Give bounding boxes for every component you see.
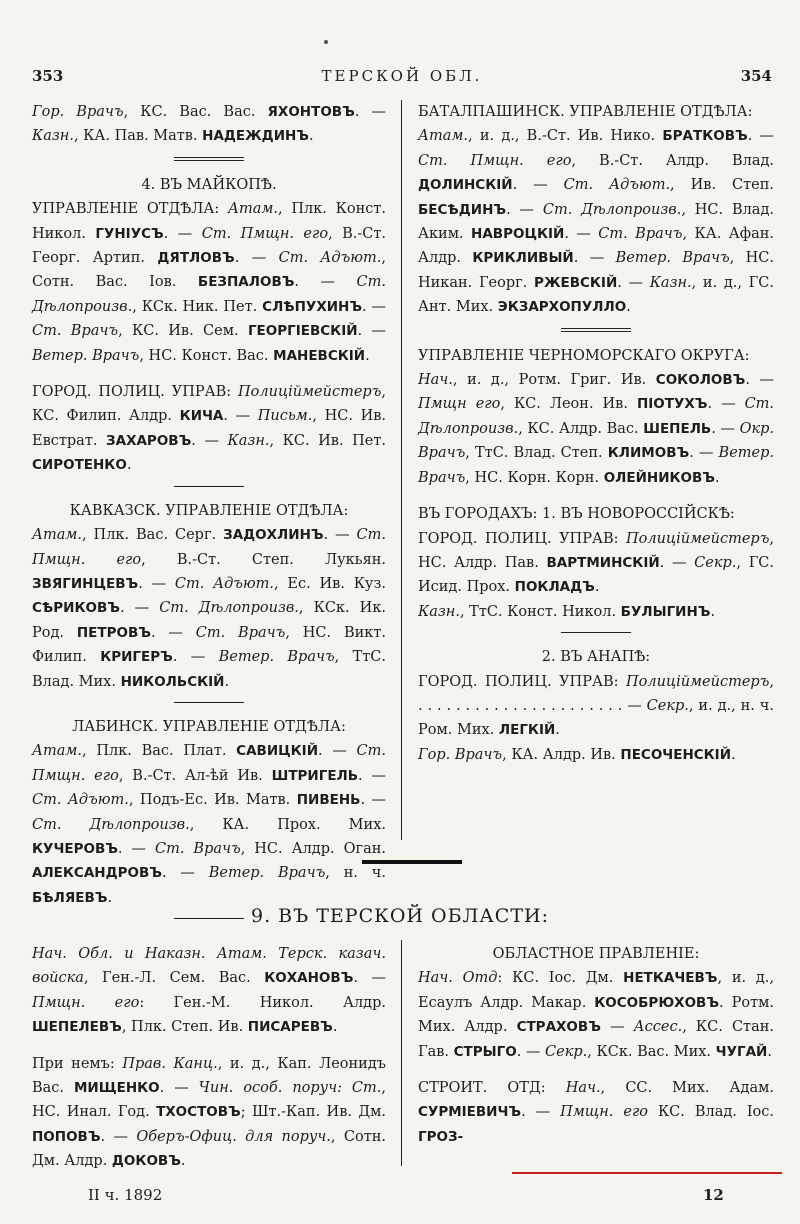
entry-paragraph: [418, 600, 774, 624]
text-run: . —: [357, 323, 386, 340]
title-abbrev: Ветер. Врачъ: [208, 865, 326, 882]
title-abbrev: Ассес.: [633, 1019, 683, 1036]
spacer: [418, 1064, 774, 1076]
title-abbrev: Ст. Дѣлопроизв.: [32, 816, 190, 833]
text-run: , КА. Прох. Мих.: [189, 816, 386, 833]
surname: ЛЕГКІЙ: [498, 722, 556, 739]
text-run: ВЪ ГОРОДАХЪ: 1. ВЪ НОВОРОССІЙСКѢ:: [418, 506, 735, 523]
text-run: . —: [172, 649, 219, 666]
text-run: , В.-Ст. Степ. Лукьян.: [141, 551, 387, 568]
text-run: , НС. Алдр. Пав.: [418, 530, 774, 571]
surname: КРИГЕРЪ: [100, 649, 173, 666]
title-abbrev: Гор. Врачъ: [32, 104, 124, 120]
text-run: , КС. Вас. Вас.: [123, 104, 268, 120]
text-run: , ГС. Исид. Прох.: [418, 554, 774, 596]
text-run: . —: [659, 554, 695, 571]
text-run: . —: [711, 420, 740, 437]
entry-paragraph: [32, 380, 386, 478]
text-run: . —: [234, 250, 279, 267]
surname: СѢРИКОВЪ: [32, 600, 120, 617]
text-run: , Плк. Конст. Никол.: [32, 201, 386, 242]
title-abbrev: Полиціймейстеръ: [626, 673, 770, 690]
title-abbrev: Прав. Канц.: [122, 1055, 218, 1072]
text-run: . —: [521, 1104, 561, 1121]
title-abbrev: Ст. Врачъ: [598, 226, 683, 243]
title-abbrev: Казн.: [32, 128, 74, 145]
text-run: . —: [360, 792, 386, 809]
text-run: .: [308, 128, 314, 145]
title-abbrev: Атам.: [32, 743, 83, 760]
text-run: , НС. Конст. Вас.: [139, 347, 274, 364]
surname: БРАТКОВЪ: [662, 128, 748, 145]
text-run: ГОРОД. ПОЛИЦ. УПРАВ:: [32, 384, 238, 401]
entry-paragraph: [418, 527, 774, 600]
title-abbrev: Ст. Пмщн. его: [418, 152, 572, 169]
subheading: [418, 645, 774, 669]
title-abbrev: Чин. особ. поруч: Ст.: [198, 1080, 382, 1097]
title-abbrev: Секр.: [545, 1043, 588, 1060]
title-abbrev: Нач. Обл. и Наказн. Атам. Терск. казач. войска: [32, 946, 386, 987]
text-run: .: [126, 457, 132, 474]
text-run: , КА. Афан. Алдр.: [418, 226, 774, 267]
surname: ЗАДОХЛИНЪ: [223, 527, 324, 544]
surname: МИЩЕНКО: [73, 1080, 160, 1097]
text-run: КАВКАЗСК. УПРАВЛЕНІЕ ОТДѢЛА:: [69, 502, 349, 519]
title-abbrev: Полиціймейстеръ: [238, 384, 382, 401]
text-run: , КСк. Ник. Пет.: [132, 298, 263, 315]
text-run: , и. д., В.-Ст. Ив. Нико.: [468, 128, 663, 145]
surname: ГРОЗ-: [418, 1128, 464, 1145]
footer-signature: II ч. 1892: [88, 1186, 163, 1204]
entry-paragraph: [32, 197, 386, 368]
entry-paragraph: [418, 1076, 774, 1149]
text-run: . —: [161, 865, 209, 882]
text-run: ; Шт.-Кап. Ив. Дм.: [240, 1104, 386, 1121]
text-run: , В.-Ст. Ал-ѣй Ив.: [118, 767, 272, 784]
text-run: , Плк. Вас. Плат.: [82, 743, 237, 760]
text-run: .: [365, 347, 370, 364]
surname: ЧУГАЙ: [715, 1043, 768, 1060]
text-run: . —: [362, 298, 387, 315]
text-run: . —: [354, 104, 386, 120]
title-abbrev: Письм.: [257, 408, 313, 425]
spacer: [418, 490, 774, 502]
surname: ГУНІУСЪ: [95, 225, 164, 242]
surname: ДОКОВЪ: [111, 1153, 181, 1170]
text-run: .: [767, 1043, 772, 1060]
text-run: , НС. Викт. Филип.: [32, 624, 386, 666]
surname: НАВРОЦКІЙ: [471, 226, 565, 243]
surname: КУЧЕРОВЪ: [32, 840, 118, 857]
text-run: ГОРОД. ПОЛИЦ. УПРАВ:: [418, 530, 626, 547]
text-run: .: [710, 603, 716, 620]
text-run: , КС. Стан. Гав.: [418, 1019, 775, 1060]
title-abbrev: Ст. Врачъ: [32, 323, 119, 340]
entry-paragraph: [418, 344, 774, 368]
text-run: . —: [745, 372, 775, 389]
surname: ЯХОНТОВЪ: [267, 104, 355, 120]
text-run: , НС. Никан. Георг.: [418, 250, 774, 291]
surname: РЖЕВСКІЙ: [534, 274, 618, 291]
text-run: . —: [689, 445, 719, 462]
entry-paragraph: [32, 942, 386, 1040]
short-rule: [561, 328, 631, 332]
title-abbrev: Ветер. Врачъ: [32, 347, 140, 364]
entry-paragraph: [418, 124, 774, 319]
title-abbrev: Полиціймейстеръ: [626, 530, 770, 547]
title-abbrev: Ст. Адъют.: [32, 792, 129, 809]
surname: СИРОТЕНКО: [32, 457, 127, 474]
text-run: , и. д., Есаулъ Алдр. Макар.: [418, 970, 774, 1011]
text-run: , и. д., Кап. Леонидъ Вас.: [32, 1055, 386, 1097]
surname: ПОПОВЪ: [32, 1128, 101, 1145]
right-column: [418, 100, 774, 767]
surname: КИЧА: [179, 408, 224, 425]
column-divider-top: [401, 100, 402, 840]
surname: ТХОСТОВЪ: [156, 1104, 241, 1121]
entry-paragraph: [418, 368, 774, 490]
surname: КРИКЛИВЫЙ: [472, 250, 574, 267]
section-title: 9. ВЪ ТЕРСКОЙ ОБЛАСТИ:: [251, 905, 549, 927]
text-run: . —: [573, 250, 616, 267]
text-run: . —: [323, 527, 357, 544]
surname: НАДЕЖДИНЪ: [202, 128, 309, 145]
title-abbrev: Ст. Пмщн. его: [32, 743, 386, 784]
entry-paragraph: [418, 743, 774, 767]
text-run: , КСк. Ик. Род.: [32, 600, 386, 641]
title-abbrev: Ветер. Врачъ: [418, 445, 775, 486]
entry-paragraph: [32, 523, 386, 694]
text-run: Ротм. Мих. Алдр.: [418, 994, 774, 1036]
title-abbrev: Ст. Дѣлопроизв.: [542, 201, 682, 218]
title-abbrev: Гор. Врачъ: [418, 746, 503, 763]
text-run: .: [555, 722, 560, 739]
surname: САВИЦКІЙ: [236, 743, 318, 760]
surname: ПЕТРОВЪ: [76, 624, 151, 641]
text-run: , КС. Ив. Пет.: [269, 432, 387, 449]
title-abbrev: Окр. Врачъ: [418, 420, 774, 462]
red-underline: [512, 1172, 782, 1174]
title-abbrev: Ветер. Врачъ: [218, 649, 335, 666]
surname: ЭКЗАРХОПУЛЛО: [497, 299, 627, 316]
surname: ПИСАРЕВЪ: [247, 1019, 333, 1036]
text-run: , В.-Ст. Георг. Артип.: [32, 225, 387, 267]
text-run: . —: [191, 432, 228, 449]
surname: ПИВЕНЬ: [296, 792, 361, 809]
footer-sheet-number: 12: [703, 1186, 724, 1204]
title-abbrev: Казн.: [649, 274, 692, 291]
text-run: . —: [358, 767, 387, 784]
text-run: . —: [617, 274, 650, 291]
surname: КЛИМОВЪ: [607, 445, 690, 462]
text-run: , Сотн. Дм. Алдр.: [32, 1128, 386, 1170]
text-run: , Плк. Вас. Серг.: [82, 527, 224, 544]
page-header: [32, 64, 772, 92]
text-run: . —: [506, 201, 543, 218]
text-run: . —: [119, 600, 160, 617]
entry-paragraph: [32, 100, 386, 149]
surname: ШЕПЕЛЕВЪ: [32, 1019, 122, 1036]
text-run: . —: [512, 177, 564, 194]
surname: СЛѢПУХИНЪ: [262, 298, 363, 315]
text-run: 4. ВЪ МАЙКОПѢ.: [141, 176, 277, 193]
text-run: , НС. Корн. Корн.: [465, 469, 604, 486]
surname: БЕСѢДИНЪ: [418, 201, 507, 218]
text-run: При немъ:: [32, 1055, 123, 1072]
text-run: СТРОИТ. ОТД:: [418, 1080, 566, 1097]
title-abbrev: Ст. Адъют.: [563, 177, 671, 194]
text-run: , КС. Ив. Сем.: [118, 323, 248, 340]
title-abbrev: Нач.: [418, 372, 453, 389]
title-abbrev: Секр.: [646, 697, 689, 714]
title-abbrev: Ст. Врачъ: [154, 840, 241, 857]
text-run: .: [715, 469, 720, 486]
text-run: , Ген.-Л. Сем. Вас.: [83, 970, 265, 987]
short-rule: [174, 486, 244, 487]
text-run: , ТтС. Конст. Никол.: [459, 603, 621, 620]
entry-paragraph: [32, 1052, 386, 1174]
page-number-right: 354: [740, 67, 772, 85]
text-run: , и. д., н. ч. Ром. Мих.: [418, 697, 774, 739]
text-run: . —: [564, 226, 599, 243]
title-abbrev: Казн.: [418, 603, 460, 620]
title-abbrev: Ст. Дѣлопроизв.: [32, 274, 386, 315]
text-run: , НС. Инал. Год.: [32, 1080, 386, 1121]
subheading: [418, 942, 774, 966]
title-abbrev: Казн.: [227, 432, 270, 449]
running-title: ТЕРСКОЙ ОБЛ.: [321, 67, 483, 85]
text-run: . —: [747, 128, 775, 145]
text-run: ГОРОД. ПОЛИЦ. УПРАВ:: [418, 673, 626, 690]
surname: СТРЫГО: [453, 1043, 517, 1060]
text-run: .: [107, 889, 113, 906]
text-run: , НС. Ив. Евстрат.: [32, 408, 386, 449]
text-run: . —: [138, 575, 175, 592]
surname: ОЛЕЙНИКОВЪ: [603, 469, 715, 486]
surname: ЗАХАРОВЪ: [106, 432, 192, 449]
text-run: .: [224, 673, 230, 690]
title-abbrev: Ст. Пмщн. его: [32, 527, 386, 568]
title-abbrev: Пмщн. его: [560, 1104, 649, 1121]
section-separator: [362, 860, 462, 864]
surname: ДЯТЛОВЪ: [157, 250, 235, 267]
text-run: , . . . . . . . . . . . . . . . . . . . . . . —: [418, 673, 774, 714]
left-column: [32, 100, 386, 931]
spacer: [32, 1040, 386, 1052]
text-run: .: [719, 994, 724, 1011]
text-run: . —: [707, 396, 745, 413]
text-run: . —: [159, 1080, 199, 1097]
title-abbrev: Ст. Дѣлопроизв.: [418, 396, 775, 437]
text-run: .: [626, 299, 631, 316]
surname: ЗВЯГИНЦЕВЪ: [32, 575, 139, 592]
surname: СОКОЛОВЪ: [655, 372, 746, 389]
text-run: .: [332, 1019, 338, 1036]
title-abbrev: Пмщн его: [418, 396, 501, 413]
title-abbrev: Оберъ-Офиц. для поруч.: [136, 1128, 331, 1145]
surname: ШТРИГЕЛЬ: [271, 767, 359, 784]
left-column-lower: [32, 942, 386, 1174]
spacer: [32, 368, 386, 380]
text-run: , СС. Мих. Адам.: [600, 1080, 774, 1097]
text-run: , Ив. Степ.: [670, 177, 774, 194]
text-run: . —: [318, 743, 357, 760]
text-run: . —: [100, 1128, 137, 1145]
surname: ПЕСОЧЕНСКІЙ: [620, 746, 732, 763]
entry-paragraph: [418, 100, 774, 124]
surname: КОХАНОВЪ: [264, 970, 354, 987]
entry-paragraph: [418, 670, 774, 743]
subheading: [32, 173, 386, 197]
text-run: . —: [117, 840, 155, 857]
surname: ШЕПЕЛЬ: [643, 420, 712, 437]
text-run: . —: [516, 1043, 546, 1060]
surname: ПІОТУХЪ: [636, 396, 708, 413]
text-run: , НС. Влад. Аким.: [418, 201, 774, 243]
text-run: : Ген.-М. Никол. Алдр.: [139, 994, 386, 1011]
surname: ПОКЛАДЪ: [514, 579, 595, 596]
text-run: .: [731, 746, 736, 763]
text-run: —: [600, 1019, 634, 1036]
title-abbrev: Ст. Пмщн. его: [201, 225, 329, 242]
entry-paragraph: [418, 502, 774, 526]
entry-paragraph: [32, 739, 386, 910]
text-run: , КС. Филип. Алдр.: [32, 384, 386, 425]
title-abbrev: Нач. Отд: [418, 970, 498, 987]
title-abbrev: Ст. Дѣлопроизв.: [159, 600, 299, 617]
text-run: , КА. Пав. Матв.: [73, 128, 203, 145]
text-run: , КСк. Вас. Мих.: [587, 1043, 716, 1060]
surname: ВАРТМИНСКІЙ: [546, 554, 660, 571]
text-run: . —: [294, 274, 357, 291]
title-abbrev: Ст. Адъют.: [278, 250, 382, 267]
text-run: , Сотн. Вас. Іов.: [32, 250, 387, 291]
subheading: [32, 715, 386, 739]
text-run: . —: [223, 408, 258, 425]
text-run: , ТтС. Влад. Мих.: [32, 649, 386, 690]
right-column-lower: [418, 942, 774, 1149]
short-rule: [174, 702, 244, 703]
text-run: . —: [163, 225, 202, 242]
text-run: . —: [150, 624, 196, 641]
surname: ДОЛИНСКІЙ: [418, 177, 513, 194]
text-run: , Ес. Ив. Куз.: [274, 575, 386, 592]
text-run: ЛАБИНСК. УПРАВЛЕНІЕ ОТДѢЛА:: [72, 718, 346, 735]
page-number-left: 353: [32, 67, 64, 85]
text-run: 2. ВЪ АНАПѢ:: [541, 649, 651, 666]
text-run: БАТАЛПАШИНСК. УПРАВЛЕНІЕ ОТДѢЛА:: [418, 104, 753, 120]
column-divider-bottom: [401, 940, 402, 1166]
title-abbrev: Ветер. Врачъ: [615, 250, 730, 267]
subheading: [32, 499, 386, 523]
title-abbrev: Атам.: [418, 128, 469, 145]
surname: НЕТКАЧЕВЪ: [623, 970, 718, 987]
text-run: , Подъ-Ес. Ив. Матв.: [128, 792, 297, 809]
surname: МАНЕВСКІЙ: [273, 347, 366, 364]
title-abbrev: Нач.: [565, 1080, 601, 1097]
short-rule: [561, 632, 631, 633]
text-run: УПРАВЛЕНІЕ ОТДѢЛА:: [32, 201, 228, 218]
surname: БѢЛЯЕВЪ: [32, 889, 108, 906]
text-run: . —: [353, 970, 387, 987]
text-run: , и. д., ГС. Ант. Мих.: [418, 274, 774, 316]
text-run: , НС. Алдр. Оган.: [240, 840, 386, 857]
text-run: ОБЛАСТНОЕ ПРАВЛЕНІЕ:: [492, 946, 700, 962]
text-run: , В.-Ст. Алдр. Влад.: [571, 152, 774, 169]
entry-paragraph: [418, 966, 774, 1064]
title-abbrev: Атам.: [32, 527, 83, 544]
text-run: КС. Влад. Іос.: [648, 1104, 775, 1121]
text-run: , н. ч.: [325, 865, 386, 882]
ink-dot: [324, 40, 328, 44]
surname: БУЛЫГИНЪ: [620, 603, 711, 620]
text-run: .: [180, 1153, 186, 1170]
text-run: , КА. Алдр. Ив.: [502, 746, 621, 763]
surname: БЕЗПАЛОВЪ: [197, 274, 295, 291]
title-abbrev: Атам.: [228, 201, 279, 218]
surname: ГЕОРГІЕВСКІЙ: [247, 323, 358, 340]
surname: НИКОЛЬСКІЙ: [120, 673, 225, 690]
title-abbrev: Пмщн. его: [32, 994, 140, 1011]
text-run: , ТтС. Влад. Степ.: [465, 445, 608, 462]
text-run: , КС. Леон. Ив.: [500, 396, 637, 413]
title-abbrev: Ст. Врачъ: [195, 624, 286, 641]
surname: АЛЕКСАНДРОВЪ: [32, 865, 162, 882]
title-abbrev: Секр.: [694, 554, 737, 571]
text-run: : КС. Іос. Дм.: [497, 970, 624, 987]
surname: СТРАХОВЪ: [516, 1019, 601, 1036]
text-run: .: [594, 579, 600, 596]
surname: СУРМІЕВИЧЪ: [418, 1104, 522, 1121]
surname: КОСОБРЮХОВЪ: [594, 994, 720, 1011]
text-run: , и. д., Ротм. Григ. Ив.: [452, 372, 656, 389]
short-rule: [174, 157, 244, 161]
title-abbrev: Ст. Адъют.: [174, 575, 275, 592]
text-run: УПРАВЛЕНІЕ ЧЕРНОМОРСКАГО ОКРУГА:: [418, 347, 750, 364]
text-run: , Плк. Степ. Ив.: [121, 1019, 248, 1036]
text-run: , КС. Алдр. Вас.: [518, 420, 644, 437]
